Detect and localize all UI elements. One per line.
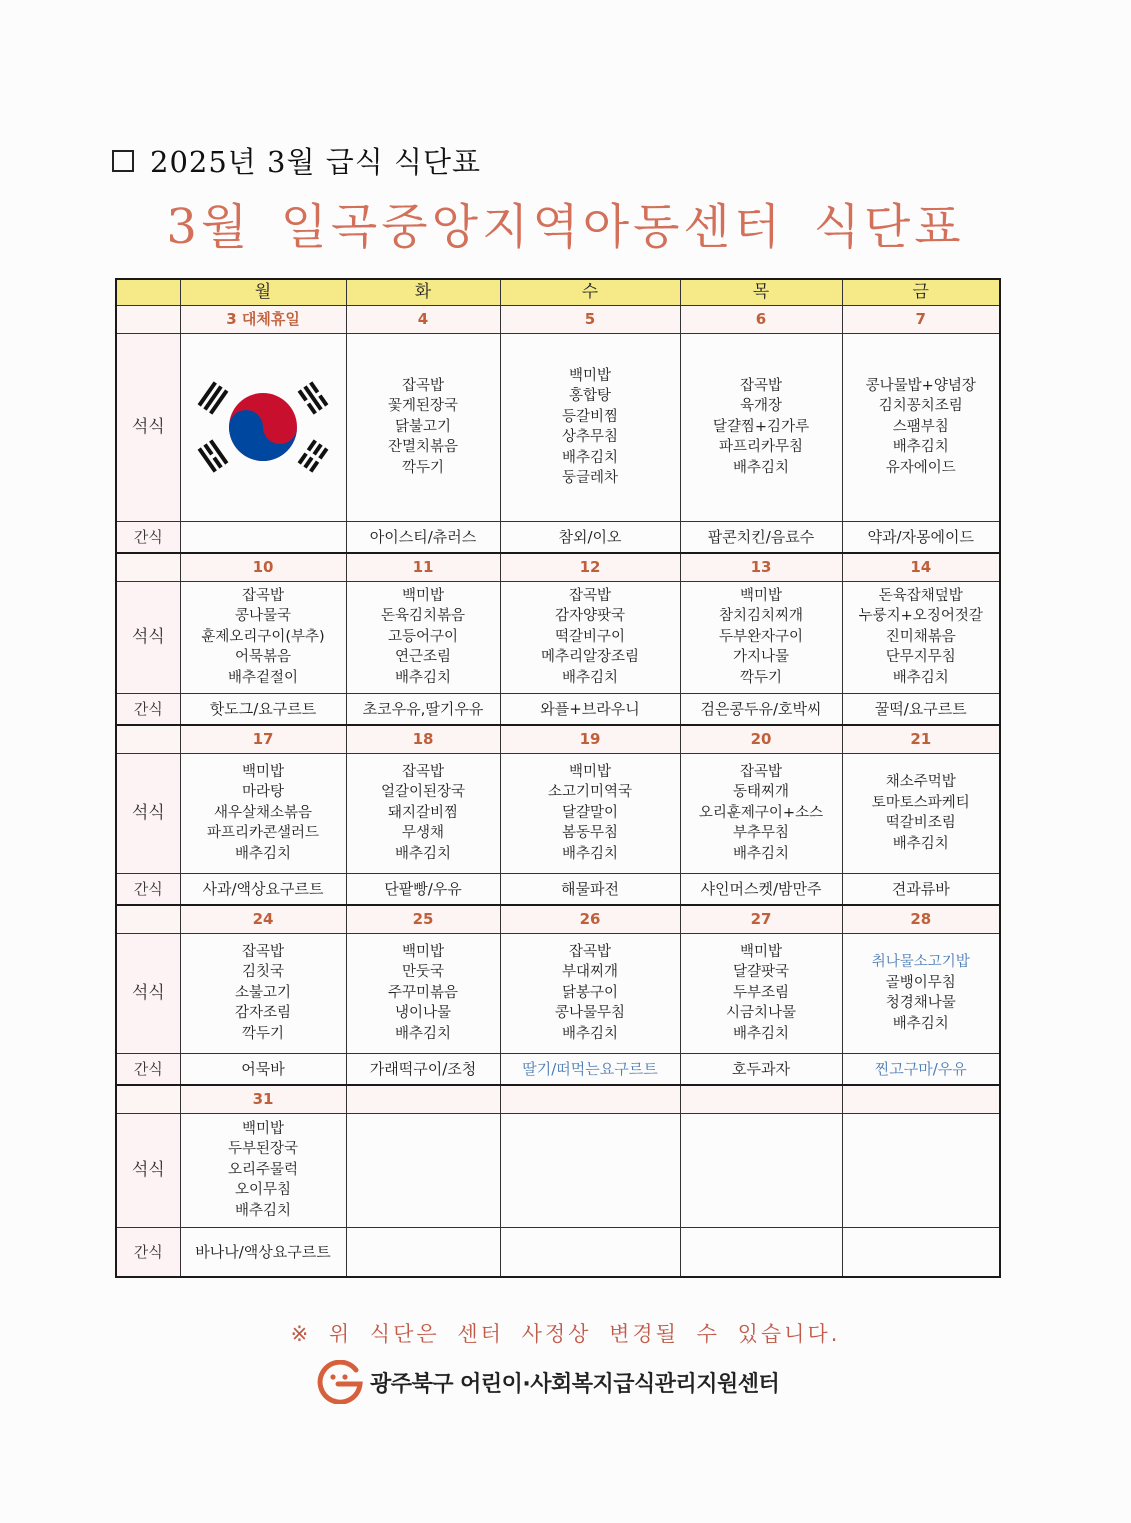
menu-item: 백미밥 — [568, 763, 612, 780]
meal-label: 석식 — [116, 333, 180, 521]
meal-cell — [180, 333, 346, 521]
menu-item: 훈제오리구이(부추) — [201, 628, 325, 645]
menu-item: 배추김치 — [561, 449, 619, 466]
date-cell: 3 대체휴일 — [180, 305, 346, 333]
snack-cell: 해물파전 — [500, 873, 680, 905]
meal-row — [116, 333, 1000, 521]
meal-cell — [180, 1113, 346, 1227]
menu-item: 유자에이드 — [885, 459, 956, 476]
meal-cell — [346, 753, 500, 873]
menu-item: 달걀팟국 — [732, 964, 790, 981]
menu-item: 두부완자구이 — [718, 628, 804, 645]
snack-row — [116, 1227, 1000, 1277]
menu-item: 무생채 — [401, 825, 445, 842]
date-cell: 6 — [680, 305, 842, 333]
date-cell — [842, 1085, 1000, 1113]
snack-label: 간식 — [116, 1053, 180, 1085]
menu-item: 육개장 — [739, 398, 783, 415]
snack-row — [116, 521, 1000, 553]
snack-cell: 찐고구마/우유 — [842, 1053, 1000, 1085]
snack-cell: 가래떡구이/조청 — [346, 1053, 500, 1085]
center-logo-icon — [316, 1360, 364, 1404]
snack-cell — [680, 1227, 842, 1277]
meal-cell — [346, 1113, 500, 1227]
meal-label: 석식 — [116, 933, 180, 1053]
snack-cell: 꿀떡/요구르트 — [842, 693, 1000, 725]
meal-label: 석식 — [116, 753, 180, 873]
date-cell: 11 — [346, 553, 500, 581]
menu-item: 소고기미역국 — [547, 784, 633, 801]
snack-cell: 팝콘치킨/음료수 — [680, 521, 842, 553]
menu-item: 파프리카무침 — [718, 439, 804, 456]
date-cell: 21 — [842, 725, 1000, 753]
checkbox-square-icon — [112, 150, 134, 172]
menu-item: 어묵볶음 — [234, 649, 292, 666]
date-cell: 17 — [180, 725, 346, 753]
date-cell: 27 — [680, 905, 842, 933]
snack-cell: 단팥빵/우유 — [346, 873, 500, 905]
date-cell — [500, 1085, 680, 1113]
date-cell: 31 — [180, 1085, 346, 1113]
snack-row — [116, 873, 1000, 905]
date-cell: 4 — [346, 305, 500, 333]
menu-item: 만둣국 — [401, 964, 445, 981]
menu-item: 백미밥 — [241, 763, 285, 780]
meal-row — [116, 581, 1000, 693]
date-row-label — [116, 553, 180, 581]
weekday-thu: 목 — [680, 279, 842, 305]
meal-cell — [500, 753, 680, 873]
menu-item: 백미밥 — [568, 367, 612, 384]
menu-item: 돈육잡채덮밥 — [878, 587, 963, 604]
meal-cell — [680, 933, 842, 1053]
meal-cell — [680, 1113, 842, 1227]
meal-cell — [842, 333, 1000, 521]
menu-item: 배추김치 — [394, 1025, 452, 1042]
meal-cell — [180, 753, 346, 873]
date-row-label — [116, 1085, 180, 1113]
menu-item: 배추김치 — [892, 835, 949, 852]
menu-item: 잡곡밥 — [739, 763, 783, 780]
menu-item: 배추겉절이 — [227, 669, 299, 686]
menu-item: 홍합탕 — [568, 388, 612, 404]
menu-item: 배추김치 — [561, 845, 619, 862]
menu-item: 주꾸미볶음 — [387, 984, 459, 1001]
menu-item: 감자양팟국 — [554, 608, 626, 625]
meal-cell — [500, 933, 680, 1053]
menu-item: 얼갈이된장국 — [380, 784, 466, 801]
date-row — [116, 905, 1000, 933]
menu-item: 골뱅이무침 — [885, 974, 956, 991]
menu-item: 파프리카콘샐러드 — [206, 825, 320, 842]
menu-item: 백미밥 — [401, 587, 445, 604]
meal-cell — [842, 933, 1000, 1053]
date-cell: 14 — [842, 553, 1000, 581]
date-row-label — [116, 905, 180, 933]
snack-cell: 호두과자 — [680, 1053, 842, 1085]
date-cell: 20 — [680, 725, 842, 753]
menu-item: 김칫국 — [241, 964, 285, 981]
menu-item: 깍두기 — [739, 669, 783, 686]
date-cell: 18 — [346, 725, 500, 753]
menu-item: 배추김치 — [234, 845, 292, 862]
menu-item: 두부조림 — [732, 984, 790, 1001]
snack-cell: 핫도그/요구르트 — [180, 693, 346, 725]
menu-item: 부대찌개 — [561, 964, 619, 981]
menu-item: 깍두기 — [241, 1025, 285, 1042]
menu-item: 봄동무침 — [561, 825, 619, 842]
meal-cell — [346, 581, 500, 693]
date-cell — [680, 1085, 842, 1113]
weekday-tue: 화 — [346, 279, 500, 305]
menu-item: 고등어구이 — [387, 628, 459, 645]
menu-item: 누룽지+오징어젓갈 — [858, 608, 983, 625]
snack-cell: 아이스티/츄러스 — [346, 521, 500, 553]
menu-item: 부추무침 — [732, 825, 790, 842]
header-corner — [116, 279, 180, 305]
menu-item: 두부된장국 — [227, 1141, 299, 1158]
date-cell: 28 — [842, 905, 1000, 933]
menu-item: 시금치나물 — [725, 1005, 797, 1022]
date-row-label — [116, 725, 180, 753]
heading-text: 2025년 3월 급식 식단표 — [150, 145, 482, 179]
menu-item: 깍두기 — [401, 459, 445, 476]
menu-item: 잡곡밥 — [241, 587, 285, 604]
menu-item: 백미밥 — [241, 1120, 285, 1137]
menu-item: 배추김치 — [892, 1015, 949, 1032]
date-cell — [346, 1085, 500, 1113]
meal-cell — [680, 753, 842, 873]
menu-item: 감자조림 — [234, 1005, 292, 1022]
menu-item: 취나물소고기밥 — [871, 954, 970, 970]
menu-item: 닭봉구이 — [561, 984, 619, 1001]
snack-cell — [842, 1227, 1000, 1277]
meal-cell — [842, 753, 1000, 873]
menu-item: 닭불고기 — [394, 418, 452, 435]
menu-item: 오리훈제구이+소스 — [698, 804, 824, 821]
menu-item: 잡곡밥 — [401, 763, 445, 780]
date-row — [116, 725, 1000, 753]
date-row — [116, 305, 1000, 333]
menu-item: 잔멸치볶음 — [387, 439, 459, 456]
menu-item: 진미채볶음 — [885, 628, 956, 645]
page-title: 3월 일곡중앙지역아동센터 식단표 — [166, 199, 965, 255]
snack-cell — [500, 1227, 680, 1277]
menu-item: 배추김치 — [394, 845, 452, 862]
meal-cell — [346, 933, 500, 1053]
menu-item: 콩나물무침 — [554, 1005, 626, 1022]
menu-item: 연근조림 — [394, 649, 452, 666]
menu-item: 마라탕 — [241, 784, 285, 801]
meal-label: 석식 — [116, 1113, 180, 1227]
meal-cell — [500, 1113, 680, 1227]
meal-cell — [680, 581, 842, 693]
menu-item: 배추김치 — [732, 845, 790, 862]
menu-item: 냉이나물 — [394, 1005, 452, 1022]
menu-item: 떡갈비구이 — [554, 628, 626, 645]
menu-item: 배추김치 — [732, 1025, 790, 1042]
menu-item: 백미밥 — [739, 943, 783, 960]
menu-item: 김치꽁치조림 — [878, 398, 963, 415]
menu-item: 배추김치 — [561, 669, 619, 686]
menu-item: 배추김치 — [561, 1025, 619, 1042]
footer-text: 광주북구 어린이·사회복지급식관리지원센터 — [370, 1371, 780, 1397]
date-cell: 7 — [842, 305, 1000, 333]
footer — [316, 1360, 779, 1404]
menu-item: 잡곡밥 — [739, 377, 783, 394]
date-cell: 19 — [500, 725, 680, 753]
weekday-fri: 금 — [842, 279, 1000, 305]
menu-item: 떡갈비조림 — [885, 815, 956, 831]
snack-cell — [180, 521, 346, 553]
menu-item: 배추김치 — [732, 459, 790, 476]
snack-cell: 어묵바 — [180, 1053, 346, 1085]
snack-cell: 초코우유,딸기우유 — [346, 693, 500, 725]
menu-item: 잡곡밥 — [401, 377, 445, 394]
menu-item: 가지나물 — [732, 649, 790, 666]
snack-cell — [346, 1227, 500, 1277]
menu-item: 돈육김치볶음 — [380, 608, 466, 625]
menu-item: 참치김치찌개 — [718, 608, 804, 625]
menu-item: 달걀말이 — [561, 804, 619, 821]
menu-item: 돼지갈비찜 — [387, 804, 459, 821]
date-row-label — [116, 305, 180, 333]
snack-row — [116, 693, 1000, 725]
menu-item: 오이무침 — [234, 1182, 292, 1199]
meal-label: 석식 — [116, 581, 180, 693]
date-row — [116, 1085, 1000, 1113]
menu-item: 동태찌개 — [732, 784, 790, 801]
meal-cell — [346, 333, 500, 521]
meal-cell — [680, 333, 842, 521]
menu-item: 상추무침 — [561, 429, 619, 445]
snack-cell: 샤인머스켓/밤만주 — [680, 873, 842, 905]
date-cell: 25 — [346, 905, 500, 933]
meal-cell — [180, 933, 346, 1053]
meal-cell — [180, 581, 346, 693]
menu-item: 백미밥 — [739, 587, 783, 604]
menu-item: 달걀찜+김가루 — [712, 418, 810, 435]
snack-cell: 딸기/떠먹는요구르트 — [500, 1053, 680, 1085]
menu-item: 스팸부침 — [892, 418, 949, 435]
notice-text: ※ 위 식단은 센터 사정상 변경될 수 있습니다. — [290, 1322, 841, 1346]
menu-item: 백미밥 — [401, 943, 445, 960]
menu-item: 잡곡밥 — [568, 943, 612, 960]
snack-label: 간식 — [116, 873, 180, 905]
menu-item: 배추김치 — [394, 669, 452, 686]
snack-cell: 바나나/액상요구르트 — [180, 1227, 346, 1277]
date-cell: 12 — [500, 553, 680, 581]
snack-row — [116, 1053, 1000, 1085]
menu-item: 배추김치 — [892, 439, 949, 456]
snack-label: 간식 — [116, 521, 180, 553]
meal-row — [116, 933, 1000, 1053]
snack-cell: 약과/자몽에이드 — [842, 521, 1000, 553]
snack-label: 간식 — [116, 1227, 180, 1277]
date-cell: 24 — [180, 905, 346, 933]
snack-label: 간식 — [116, 693, 180, 725]
snack-cell: 와플+브라우니 — [500, 693, 680, 725]
menu-item: 새우살채소볶음 — [213, 804, 313, 821]
table-body — [116, 305, 1000, 1277]
korean-flag-icon — [188, 372, 338, 482]
snack-cell: 사과/액상요구르트 — [180, 873, 346, 905]
menu-item: 청경채나물 — [885, 995, 956, 1011]
menu-item: 잡곡밥 — [241, 943, 285, 960]
date-cell: 10 — [180, 553, 346, 581]
meal-cell — [500, 581, 680, 693]
menu-item: 단무지무침 — [885, 649, 956, 666]
meal-row — [116, 753, 1000, 873]
menu-item: 잡곡밥 — [568, 587, 612, 604]
menu-item: 꽃게된장국 — [387, 398, 459, 415]
date-cell: 5 — [500, 305, 680, 333]
date-cell: 13 — [680, 553, 842, 581]
menu-item: 콩나물밥+양념장 — [865, 377, 976, 394]
menu-item: 오리주물럭 — [227, 1161, 299, 1178]
snack-cell: 검은콩두유/호박씨 — [680, 693, 842, 725]
menu-item: 콩나물국 — [234, 608, 292, 625]
page-heading — [112, 140, 481, 181]
meal-cell — [842, 1113, 1000, 1227]
weekday-wed: 수 — [500, 279, 680, 305]
snack-cell: 참외/이오 — [500, 521, 680, 553]
meal-row — [116, 1113, 1000, 1227]
menu-item: 등갈비찜 — [561, 408, 619, 425]
meal-cell — [842, 581, 1000, 693]
menu-item: 배추김치 — [234, 1202, 292, 1219]
date-row — [116, 553, 1000, 581]
menu-item: 둥글레차 — [561, 470, 619, 486]
snack-cell: 견과류바 — [842, 873, 1000, 905]
menu-item: 메추리알장조림 — [540, 649, 640, 666]
weekday-mon: 월 — [180, 279, 346, 305]
menu-item: 채소주먹밥 — [885, 774, 956, 790]
menu-item: 배추김치 — [892, 669, 949, 686]
meal-cell — [500, 333, 680, 521]
date-cell: 26 — [500, 905, 680, 933]
meal-table — [115, 278, 1001, 1278]
menu-item: 소불고기 — [234, 984, 292, 1001]
weekday-header-row — [116, 279, 1000, 305]
menu-item: 토마토스파케티 — [871, 794, 970, 811]
